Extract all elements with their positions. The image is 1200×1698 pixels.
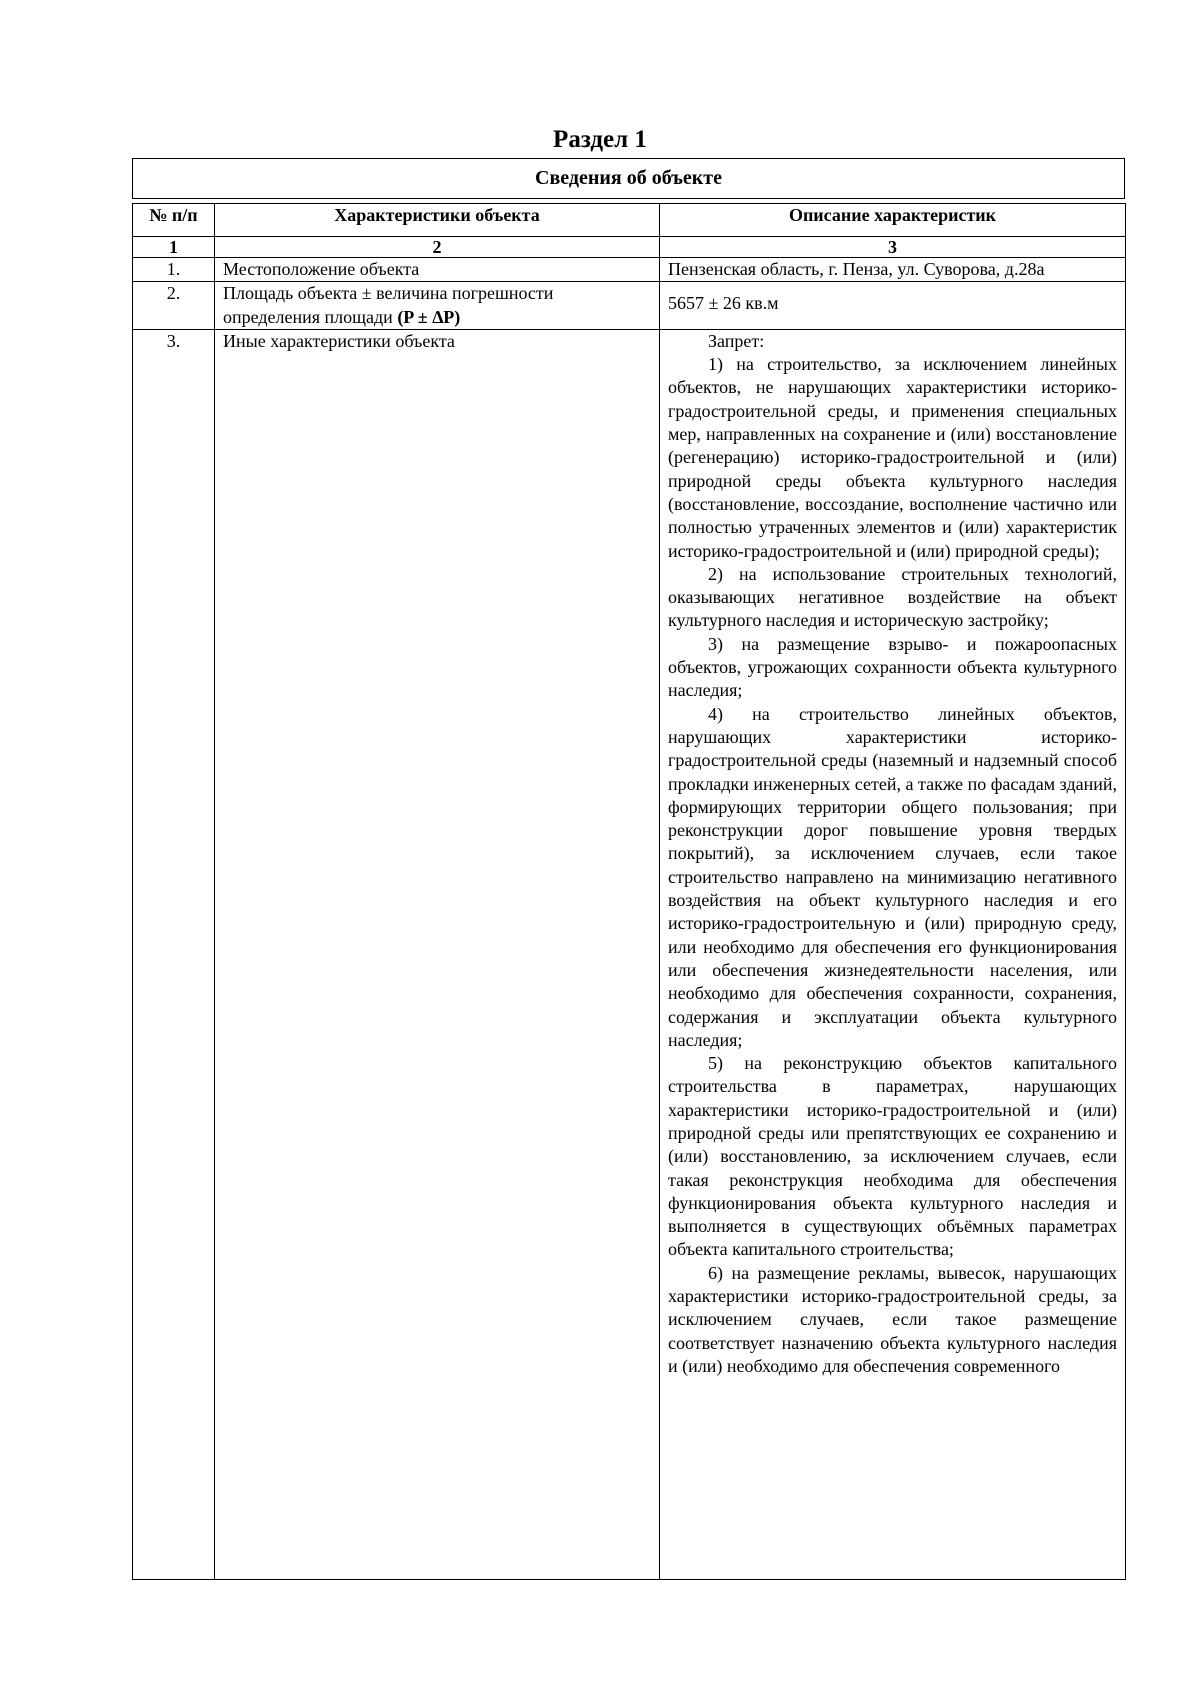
description-paragraph: Запрет: [708, 330, 765, 351]
header-num: № п/п [133, 204, 215, 237]
description-paragraph: 3) на размещение взрыво- и пожароопасных объектов, угрожающих сохранности объекта культурного наследия; [668, 633, 1117, 701]
column-number-3: 3 [660, 237, 1126, 258]
row-characteristic: Местоположение объекта [215, 258, 660, 282]
description-paragraph: 1) на строительство, за исключением линейных объектов, не нарушающих характеристики историко-градостроительной среды, и применения специальных мер, направленных на сохранение и (или) восстановление (регенерацию) историко-градостроительной и (или) природной среды объекта культурного наследия (восстановление, воссоздание, восполнение частично или полностью утраченных элементов и (или) характеристик историко-градостроительной и (или) природной среды); [668, 354, 1117, 561]
header-description: Описание характеристик [660, 204, 1126, 237]
description-paragraph: 2) на использование строительных технологий, оказывающих негативное воздействие на объект культурного наследия и историческую застройку; [668, 563, 1117, 631]
row-characteristic: Иные характеристики объекта [215, 329, 660, 1579]
table-caption: Сведения об объекте [132, 158, 1125, 199]
characteristic-formula: (P ± ∆P) [397, 306, 461, 327]
row-number: 2. [133, 282, 215, 330]
table-row [133, 329, 1126, 1579]
column-number-1: 1 [133, 237, 215, 258]
area-value: 5657 ± 26 кв.м [668, 293, 779, 314]
section-title: Раздел 1 [553, 126, 647, 153]
row-number: 1. [133, 258, 215, 282]
object-info-table [132, 203, 1126, 1580]
description-paragraph: 5) на реконструкцию объектов капитального строительства в параметрах, нарушающих характеристики историко-градостроительной и (или) природной среды или препятствующих ее сохранению и (или) восстановлению, за исключением случаев, если такая реконструкция необходима для обеспечения функционирования объекта культурного наследия и выполняется в существующих объёмных параметрах объекта капитального строительства; [668, 1053, 1117, 1260]
table-row [133, 282, 1126, 330]
row-characteristic [215, 282, 660, 330]
table-header-row [133, 204, 1126, 237]
row-value: Пензенская область, г. Пенза, ул. Суворова, д.28а [660, 258, 1126, 282]
table-row [133, 258, 1126, 282]
header-characteristic: Характеристики объекта [215, 204, 660, 237]
row-description [660, 329, 1126, 1579]
description-paragraph: 4) на строительство линейных объектов, нарушающих характеристики историко-градостроительной среды (наземный и надземный способ прокладки инженерных сетей, а также по фасадам зданий, формирующих территории общего пользования; при реконструкции дорог повышение уровня твердых покрытий), за исключением случаев, если такое строительство направлено на минимизацию негативного воздействия на объект культурного наследия и его историко-градостроительную и (или) природную среду, или необходимо для обеспечения его функционирования или обеспечения жизнедеятельности населения, или необходимо для обеспечения сохранности, сохранения, содержания и эксплуатации объекта культурного наследия; [668, 703, 1117, 1050]
row-number: 3. [133, 329, 215, 1579]
row-value [660, 282, 1126, 330]
column-number-2: 2 [215, 237, 660, 258]
description-paragraph: 6) на размещение рекламы, вывесок, нарушающих характеристики историко-градостроительной среды, за исключением случаев, если такое размещение соответствует назначению объекта культурного наследия и (или) необходимо для обеспечения современного [668, 1262, 1117, 1376]
column-number-row [133, 237, 1126, 258]
characteristic-text: Площадь объекта ± величина погрешности определения площади [223, 283, 554, 327]
